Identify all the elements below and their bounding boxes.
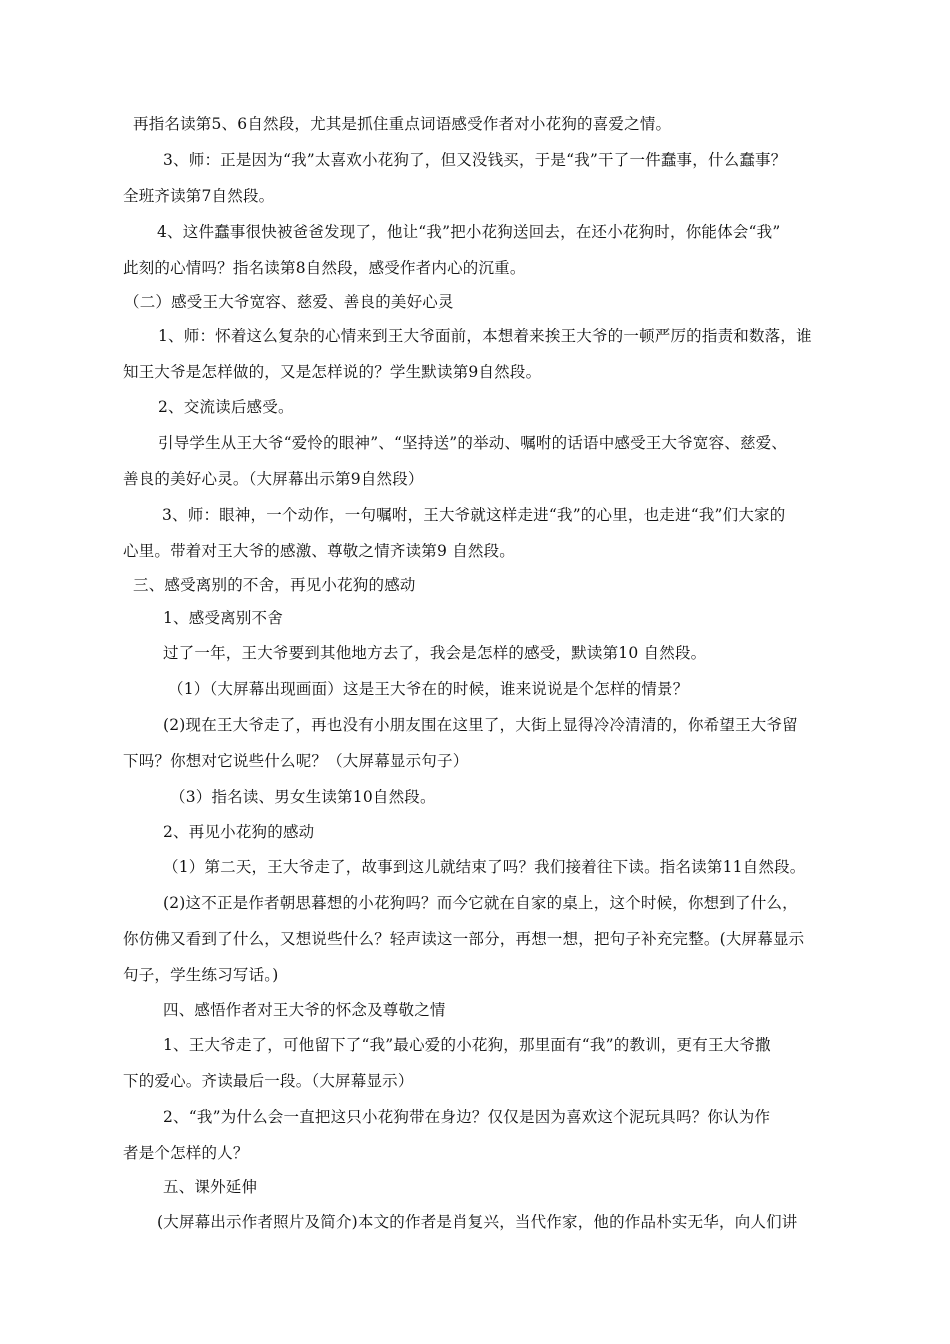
text-line: （3）指名读、男女生读第10自然段。 — [170, 788, 436, 806]
text-line: 2、再见小花狗的感动 — [163, 823, 315, 841]
text-line: 2、“我”为什么会一直把这只小花狗带在身边？仅仅是因为喜欢这个泥玩具吗？你认为作 — [163, 1108, 771, 1126]
text-line: 1、王大爷走了，可他留下了“我”最心爱的小花狗，那里面有“我”的教训，更有王大爷撒 — [163, 1036, 771, 1054]
text-line: 你仿佛又看到了什么，又想说些什么？轻声读这一部分，再想一想，把句子补充完整。(大屏幕显示 — [123, 930, 805, 948]
text-line: 1、师：怀着这么复杂的心情来到王大爷面前，本想着来挨王大爷的一顿严厉的指责和数落，谁 — [158, 327, 812, 345]
text-line: 善良的美好心灵。（大屏幕出示第9自然段） — [123, 470, 424, 488]
text-line: （1）（大屏幕出现画面）这是王大爷在的时候，谁来说说是个怎样的情景？ — [168, 680, 689, 698]
text-line: 此刻的心情吗？指名读第8自然段，感受作者内心的沉重。 — [123, 259, 526, 277]
text-line: （1）第二天，王大爷走了，故事到这儿就结束了吗？我们接着往下读。指名读第11自然段。 — [163, 858, 806, 876]
text-line: 2、交流读后感受。 — [158, 398, 294, 416]
section-heading: （二）感受王大爷宽容、慈爱、善良的美好心灵 — [124, 293, 454, 311]
text-line: 3、师：正是因为“我”太喜欢小花狗了，但又没钱买，于是“我”干了一件蠢事，什么蠢事？ — [163, 151, 787, 169]
text-line: 心里。带着对王大爷的感激、尊敬之情齐读第9 自然段。 — [123, 542, 515, 560]
text-line: 再指名读第5、6自然段，尤其是抓住重点词语感受作者对小花狗的喜爱之情。 — [133, 115, 672, 133]
text-line: (大屏幕出示作者照片及简介)本文的作者是肖复兴，当代作家，他的作品朴实无华，向人们讲 — [157, 1213, 798, 1231]
text-line: 下吗？你想对它说些什么呢？（大屏幕显示句子） — [123, 752, 469, 770]
text-line: 句子，学生练习写话。) — [123, 966, 279, 984]
text-line: (2)现在王大爷走了，再也没有小朋友围在这里了，大街上显得冷冷清清的，你希望王大爷留 — [163, 716, 798, 734]
text-line: 下的爱心。齐读最后一段。（大屏幕显示） — [123, 1072, 414, 1090]
text-line: (2)这不正是作者朝思暮想的小花狗吗？而今它就在自家的桌上，这个时候，你想到了什么， — [163, 894, 798, 912]
text-line: 知王大爷是怎样做的，又是怎样说的？学生默读第9自然段。 — [123, 363, 542, 381]
text-line: 引导学生从王大爷“爱怜的眼神”、“坚持送”的举动、嘱咐的话语中感受王大爷宽容、慈爱、 — [158, 434, 788, 452]
section-heading: 五、课外延伸 — [163, 1178, 258, 1196]
text-line: 过了一年，王大爷要到其他地方去了，我会是怎样的感受，默读第10 自然段。 — [163, 644, 707, 662]
text-line: 全班齐读第7自然段。 — [123, 187, 275, 205]
section-heading: 三、感受离别的不舍，再见小花狗的感动 — [133, 576, 416, 594]
text-line: 1、感受离别不舍 — [163, 609, 283, 627]
text-line: 者是个怎样的人？ — [123, 1144, 249, 1162]
text-line: 4、这件蠢事很快被爸爸发现了，他让“我”把小花狗送回去，在还小花狗时，你能体会“我” — [157, 223, 781, 241]
text-line: 3、师：眼神，一个动作，一句嘱咐，王大爷就这样走进“我”的心里，也走进“我”们大家的 — [162, 506, 786, 524]
section-heading: 四、感悟作者对王大爷的怀念及尊敬之情 — [163, 1001, 446, 1019]
